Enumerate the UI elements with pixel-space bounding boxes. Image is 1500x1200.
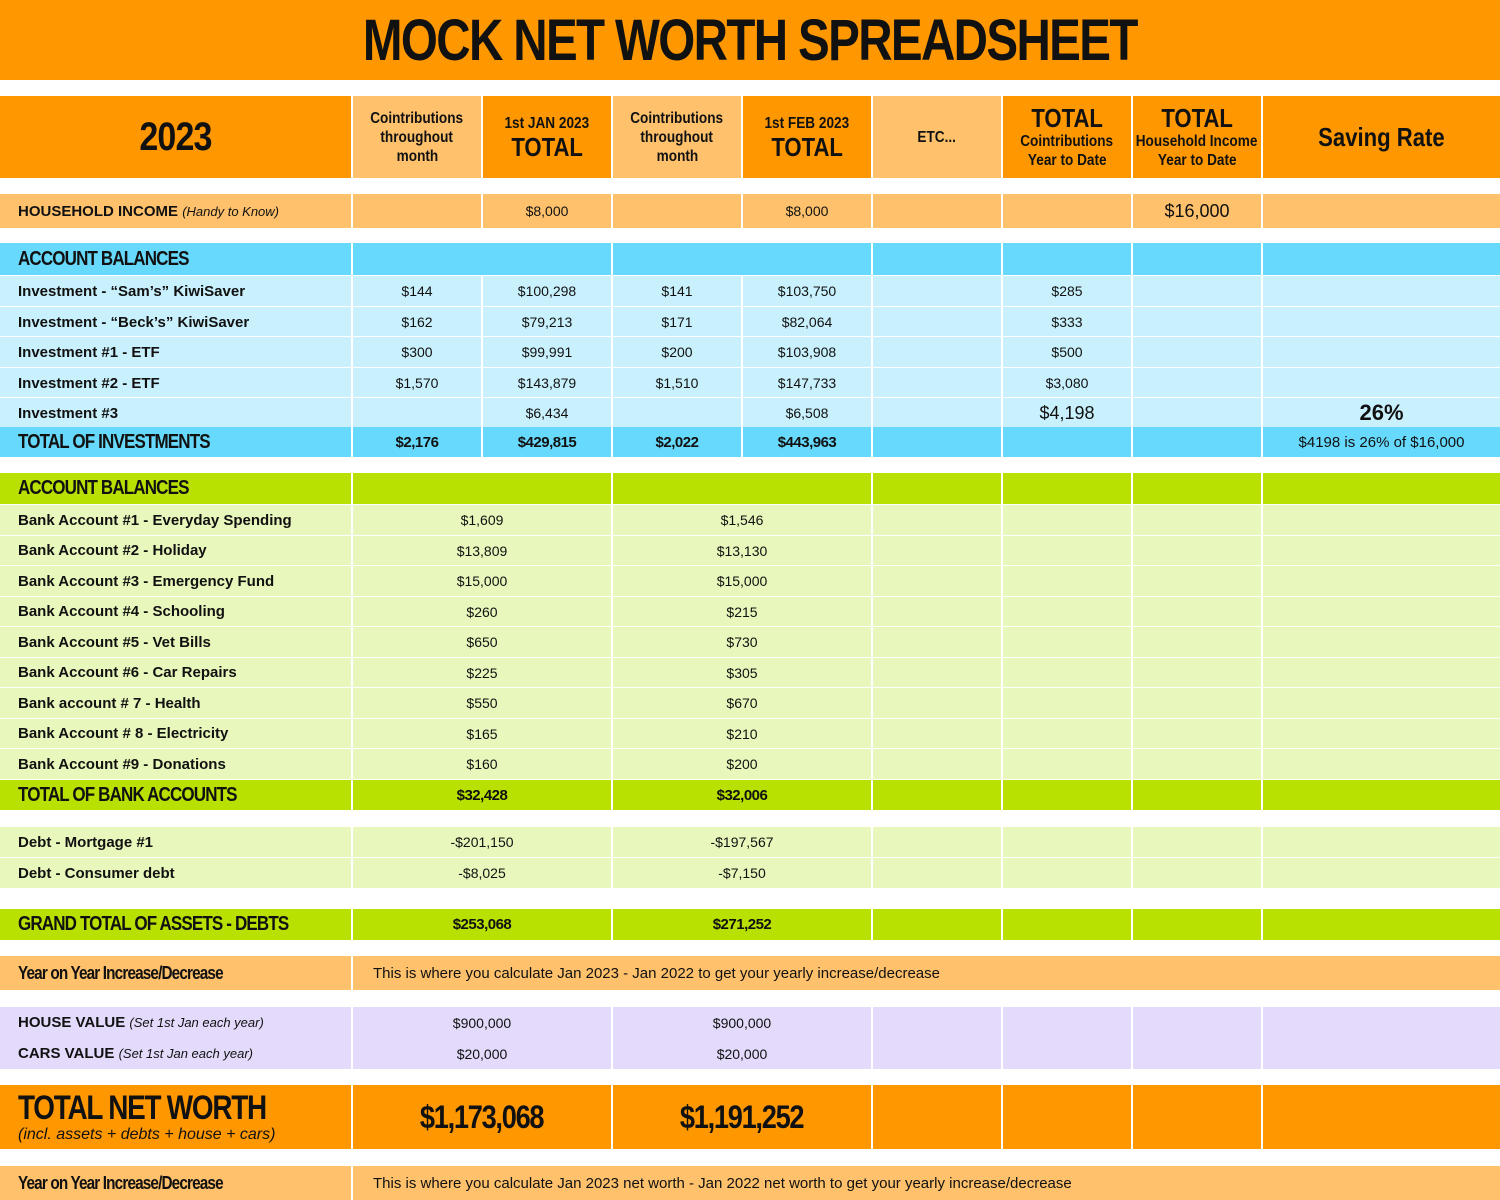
- investment-row: [0, 306, 1500, 337]
- investment-row: [0, 367, 1500, 398]
- household-income-row: [0, 194, 1500, 228]
- bank-row: [0, 535, 1500, 566]
- bank-label: Bank Account #1 - Everyday Spending: [18, 511, 292, 529]
- bank-feb: $305: [726, 664, 758, 681]
- yoy-assets-row: [0, 956, 1500, 990]
- bank-feb: $215: [726, 603, 758, 620]
- bank-label: Bank Account #5 - Vet Bills: [18, 633, 211, 651]
- bank-jan: $13,809: [456, 542, 508, 559]
- bank-feb: $13,130: [716, 542, 768, 559]
- bank-label: Bank Account # 8 - Electricity: [18, 725, 229, 742]
- header-feb-contributions: [613, 96, 743, 178]
- house-value-label: HOUSE VALUE (Set 1st Jan each year): [18, 1014, 264, 1031]
- house-value-jan: $900,000: [452, 1014, 512, 1031]
- banks-total-row: [0, 780, 1500, 810]
- bank-feb: $15,000: [716, 573, 768, 589]
- header-row: [0, 96, 1500, 178]
- debt-feb: -$197,567: [710, 834, 774, 850]
- header-etc: [873, 96, 1003, 178]
- household-income-ytd: $16,000: [1164, 200, 1230, 221]
- header-total-income-top: TOTAL: [1161, 103, 1233, 133]
- bank-row: [0, 687, 1500, 718]
- bank-feb: $670: [726, 695, 758, 711]
- net-worth-feb: $1,191,252: [680, 1098, 804, 1135]
- bank-feb: $1,546: [720, 512, 764, 528]
- banks-total-jan: $32,428: [456, 786, 508, 804]
- header-feb-contrib-line1: Cointributions: [630, 109, 724, 127]
- bank-row: [0, 718, 1500, 749]
- header-saving-rate-label: Saving Rate: [1318, 121, 1445, 152]
- investments-total-row: [0, 427, 1500, 457]
- investment-jan-contrib: $1,570: [395, 375, 439, 391]
- bank-row: [0, 504, 1500, 535]
- header-total-income: [1133, 96, 1263, 178]
- investment-feb-total: $82,064: [781, 314, 833, 330]
- investments-total-jan: $429,815: [517, 433, 577, 451]
- investment-ytd: $333: [1051, 314, 1083, 330]
- investment-ytd: $500: [1051, 344, 1083, 360]
- investment-label: Investment - “Sam’s” KiwiSaver: [18, 282, 246, 300]
- header-jan-date: 1st JAN 2023: [504, 114, 590, 132]
- investment-label: Investment #3: [18, 404, 119, 422]
- header-etc-label: ETC...: [917, 128, 957, 146]
- bank-jan: $165: [466, 725, 498, 742]
- household-income-jan: $8,000: [525, 203, 569, 219]
- investment-jan-total: $6,434: [525, 405, 569, 421]
- investment-label: Investment #2 - ETF: [18, 374, 160, 392]
- header-total-income-line2: Year to Date: [1157, 152, 1237, 169]
- investment-saving-rate: 26%: [1359, 400, 1404, 425]
- banks-total-feb: $32,006: [716, 786, 768, 804]
- bank-label: Bank Account #4 - Schooling: [18, 603, 225, 620]
- net-worth-jan: $1,173,068: [420, 1098, 544, 1135]
- investment-feb-total: $103,750: [777, 283, 837, 299]
- banks-total-label: TOTAL OF BANK ACCOUNTS: [18, 783, 237, 806]
- cars-value-jan: $20,000: [456, 1045, 508, 1062]
- header-total-contributions: [1003, 96, 1133, 178]
- investment-jan-total: $143,879: [517, 375, 577, 391]
- investment-ytd: $3,080: [1045, 375, 1089, 391]
- debt-jan: -$201,150: [450, 834, 514, 850]
- debt-label: Debt - Mortgage #1: [18, 833, 154, 851]
- header-saving-rate: [1263, 96, 1500, 178]
- investment-feb-contrib: $200: [661, 344, 693, 360]
- header-feb-total: [743, 96, 873, 178]
- grand-total-row: [0, 909, 1500, 940]
- header-total-contrib-line1: Cointributions: [1020, 133, 1114, 150]
- investments-total-jan-contrib: $2,176: [395, 433, 439, 451]
- investment-label: Investment - “Beck’s” KiwiSaver: [18, 313, 250, 331]
- bank-row: [0, 626, 1500, 657]
- banks-section-label: ACCOUNT BALANCES: [18, 477, 189, 499]
- bank-jan: $550: [466, 695, 498, 711]
- cars-value-label: CARS VALUE (Set 1st Jan each year): [18, 1045, 253, 1062]
- bank-feb: $730: [726, 634, 758, 650]
- investment-jan-contrib: $300: [401, 344, 433, 360]
- bank-jan: $650: [466, 634, 498, 650]
- bank-label: Bank account # 7 - Health: [18, 694, 201, 712]
- bank-label: Bank Account #6 - Car Repairs: [18, 664, 237, 681]
- grand-total-feb: $271,252: [712, 916, 772, 933]
- title-bar: [0, 0, 1500, 80]
- banks-section-header: [0, 473, 1500, 504]
- cars-value-feb: $20,000: [716, 1045, 768, 1062]
- bank-feb: $200: [726, 756, 758, 772]
- investment-ytd: $285: [1051, 283, 1083, 299]
- debt-row: [0, 826, 1500, 857]
- header-jan-contrib-line3: month: [396, 147, 438, 165]
- net-worth-row: [0, 1085, 1500, 1149]
- investment-jan-total: $79,213: [521, 314, 573, 330]
- investments-total-feb-contrib: $2,022: [655, 433, 699, 451]
- investment-label: Investment #1 - ETF: [18, 343, 160, 361]
- grand-total-label: GRAND TOTAL OF ASSETS - DEBTS: [18, 913, 289, 935]
- household-income-label: HOUSEHOLD INCOME (Handy to Know): [18, 202, 280, 220]
- bank-jan: $260: [466, 603, 498, 620]
- header-feb-date: 1st FEB 2023: [764, 114, 850, 132]
- investments-section-header: [0, 243, 1500, 275]
- yoy-networth-row: [0, 1166, 1500, 1200]
- investment-row: [0, 397, 1500, 428]
- yoy-assets-label: Year on Year Increase/Decrease: [18, 962, 223, 983]
- debt-label: Debt - Consumer debt: [18, 864, 175, 882]
- investment-feb-contrib: $171: [661, 314, 693, 330]
- investments-section-label: ACCOUNT BALANCES: [18, 247, 189, 270]
- investment-row: [0, 275, 1500, 306]
- yoy-networth-note: This is where you calculate Jan 2023 net worth - Jan 2022 net worth to get your yearly increase/decrease: [373, 1174, 1072, 1192]
- header-feb-contrib-line2: throughout: [640, 128, 714, 146]
- house-value-feb: $900,000: [712, 1014, 772, 1031]
- yoy-networth-label: Year on Year Increase/Decrease: [18, 1172, 223, 1193]
- investment-feb-total: $103,908: [777, 344, 837, 360]
- debt-jan: -$8,025: [458, 865, 506, 881]
- header-total-contrib-top: TOTAL: [1031, 103, 1103, 133]
- header-jan-contrib-line2: throughout: [380, 128, 454, 146]
- header-year: 2023: [139, 114, 212, 159]
- yoy-assets-note: This is where you calculate Jan 2023 - Jan 2022 to get your yearly increase/decrease: [373, 964, 940, 982]
- investment-jan-total: $99,991: [521, 344, 573, 360]
- header-jan-contributions: [353, 96, 483, 178]
- household-income-feb: $8,000: [785, 203, 829, 219]
- bank-label: Bank Account #3 - Emergency Fund: [18, 572, 275, 590]
- investments-total-feb: $443,963: [777, 433, 837, 451]
- investment-feb-contrib: $1,510: [655, 375, 699, 391]
- investment-feb-total: $147,733: [777, 375, 837, 391]
- bank-label: Bank Account #9 - Donations: [18, 755, 226, 773]
- house-value-row: [0, 1007, 1500, 1038]
- bank-jan: $1,609: [460, 512, 504, 528]
- header-feb-total-label: TOTAL: [771, 131, 843, 162]
- header-total-contrib-line2: Year to Date: [1027, 152, 1107, 169]
- bank-row: [0, 565, 1500, 596]
- debt-feb: -$7,150: [718, 865, 766, 881]
- header-jan-total: [483, 96, 613, 178]
- investment-jan-contrib: $162: [401, 314, 433, 330]
- saving-rate-note: $4198 is 26% of $16,000: [1298, 433, 1465, 451]
- investment-row: [0, 336, 1500, 367]
- bank-jan: $225: [466, 664, 498, 681]
- cars-value-row: [0, 1038, 1500, 1069]
- bank-row: [0, 596, 1500, 627]
- bank-row: [0, 748, 1500, 779]
- investments-total-label: TOTAL OF INVESTMENTS: [18, 430, 210, 453]
- investment-feb-contrib: $141: [661, 283, 693, 299]
- page-title: MOCK NET WORTH SPREADSHEET: [363, 7, 1137, 73]
- header-total-income-line1: Household Income: [1136, 133, 1258, 150]
- header-jan-contrib-line1: Cointributions: [370, 109, 464, 127]
- header-feb-contrib-line3: month: [656, 147, 698, 165]
- investment-feb-total: $6,508: [785, 405, 829, 421]
- net-worth-label: TOTAL NET WORTH: [18, 1089, 266, 1127]
- investment-ytd: $4,198: [1039, 402, 1095, 423]
- investment-jan-total: $100,298: [517, 283, 577, 299]
- bank-jan: $15,000: [456, 573, 508, 589]
- bank-jan: $160: [466, 756, 498, 772]
- bank-row: [0, 657, 1500, 688]
- investment-jan-contrib: $144: [401, 283, 433, 299]
- grand-total-jan: $253,068: [452, 916, 512, 933]
- header-year-cell: [0, 96, 353, 178]
- bank-label: Bank Account #2 - Holiday: [18, 542, 207, 559]
- header-jan-total-label: TOTAL: [511, 131, 583, 162]
- household-income-label-cell: [0, 194, 353, 228]
- debt-row: [0, 857, 1500, 888]
- net-worth-note: (incl. assets + debts + house + cars): [18, 1126, 276, 1143]
- bank-feb: $210: [726, 725, 758, 742]
